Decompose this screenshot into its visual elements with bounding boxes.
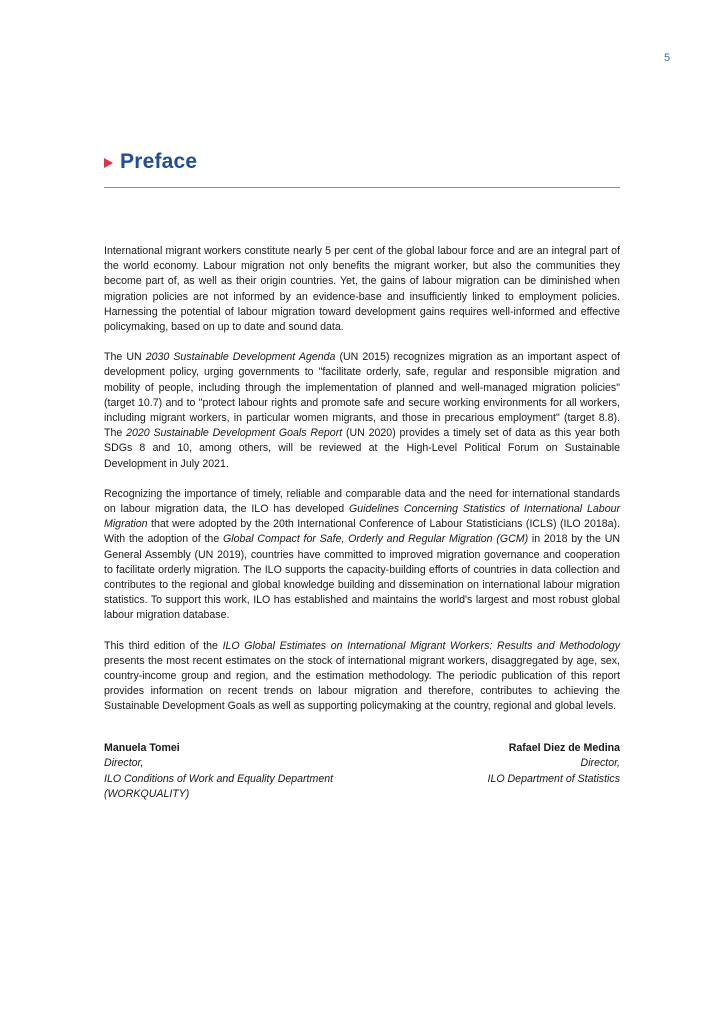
paragraph [104,350,620,472]
signature-block [104,741,620,803]
signatory-department: ILO Department of Statistics [487,772,620,785]
text-run: International migrant workers constitute nearly 5 per cent of the global labour force and are an integral part of the world economy. Labour migration not only benefits the migrant worker, but also the communities they become part of, as well as their origin countries. Yet, the gains of labour migration can be diminished when migration policies are not informed by an evidence-base and insufficiently linked to employment policies. Harnessing the potential of labour migration toward development gains requires well-informed and effective policymaking, based on up to date and sound data. [104,245,620,334]
italic-title: Global Compact for Safe, Orderly and Regular Migration (GCM) [222,533,529,546]
text-run: (UN 2015) recognizes migration as an important aspect of development policy, urging governments to "facilitate orderly, safe, regular and responsible migration and mobility of people, including through the implementation of planned and well-managed migration policies" (target 10.7) and to "protect labour rights and promote safe and secure working environments for all workers, including migrant workers, in particular women migrants, and those in precarious employment" (target 8.8). The [104,351,620,440]
text-run: presents the most recent estimates on the stock of international migrant workers, disaggregated by age, sex, country-income group and region, and the estimation methodology. The periodic publication of this report provides information on recent trends on labour migration and therefore, contributes to achieving the Sustainable Development Goals as well as supporting policymaking at the country, regional and global levels. [104,654,620,713]
signatory-department-abbrev: (WORKQUALITY) [104,788,190,801]
signature-left [104,741,333,803]
signatory-title: Director, [580,757,620,770]
page-number: 5 [664,52,671,64]
heading-divider [104,187,620,188]
italic-title: ILO Global Estimates on International Migrant Workers: Results and Methodology [222,639,620,652]
paragraph [104,244,620,335]
page-title: Preface [120,150,198,173]
signatory-name: Manuela Tomei [104,742,180,754]
text-run: (UN 2020) provides a timely set of data as this year both SDGs 8 and 10, among others, will be reviewed at the High-Level Political Forum on Sustainable Development in July 2021. [104,427,620,470]
triangle-bullet-icon [104,158,113,168]
preface-body [104,244,620,730]
italic-title: Guidelines Concerning Statistics of International Labour Migration [104,503,621,531]
text-run: Recognizing the importance of timely, reliable and comparable data and the need for international standards on labour migration data, the ILO has developed [104,487,620,516]
signature-right [488,741,620,803]
text-run: The UN [104,351,146,364]
signatory-department: ILO Conditions of Work and Equality Department [104,772,334,785]
text-run: in 2018 by the UN General Assembly (UN 2019), countries have committed to improved migration governance and cooperation to facilitate orderly migration. The ILO supports the capacity-building efforts of countries in data collection and contributes to the regional and global knowledge building and dissemination on international labour migration statistics. To support this work, ILO has established and maintains the world's largest and most robust global labour migration database. [104,533,620,622]
text-run: This third edition of the [104,639,223,652]
section-heading [104,150,624,174]
italic-title: 2020 Sustainable Development Goals Report [126,427,343,440]
italic-title: 2030 Sustainable Development Agenda [145,351,336,364]
paragraph [104,639,620,715]
text-run: that were adopted by the 20th International Conference of Labour Statisticians (ICLS) (ILO 2018a). With the adoption of the [104,518,620,546]
paragraph [104,487,620,624]
signatory-name: Rafael Diez de Medina [508,742,620,754]
signatory-title: Director, [104,757,144,770]
